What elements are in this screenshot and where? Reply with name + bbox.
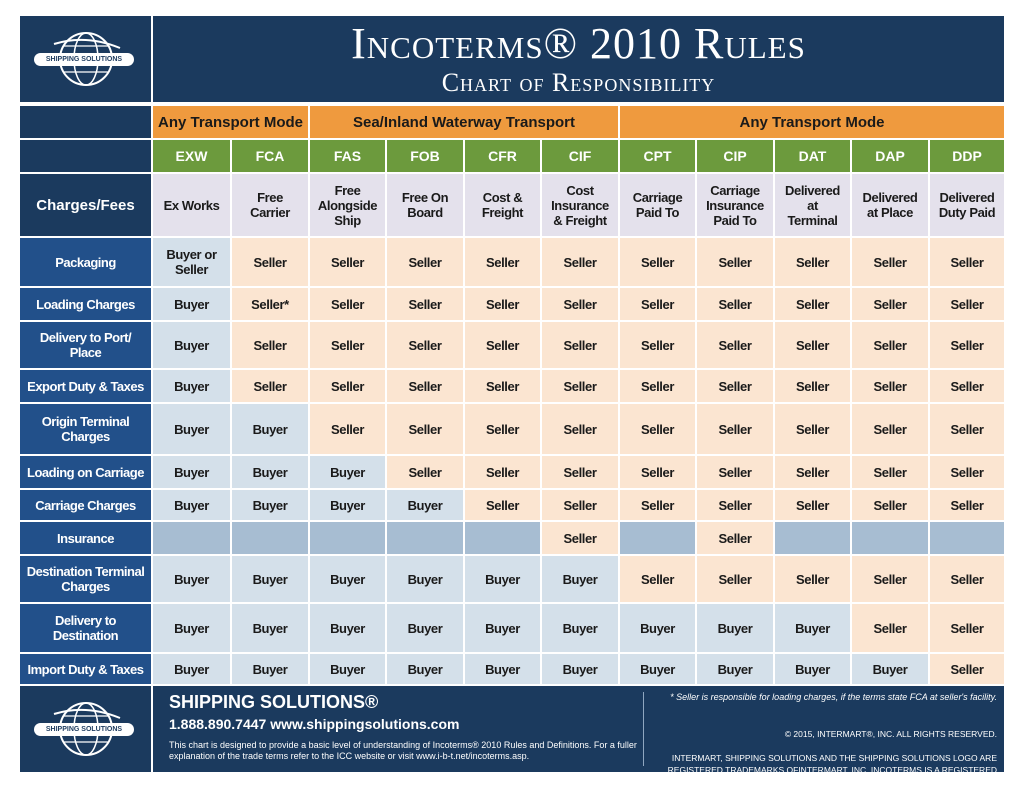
table-row <box>20 556 1004 602</box>
table-cell: Buyer <box>310 490 385 520</box>
table-cell: Buyer <box>852 654 928 684</box>
table-cell: Seller <box>930 556 1004 602</box>
table-cell: Seller <box>620 322 695 368</box>
table-cell: Buyer <box>775 604 850 652</box>
term-name-dap: Delivered at Place <box>852 174 928 236</box>
table-cell <box>310 522 385 554</box>
term-code-exw: EXW <box>153 140 230 172</box>
table-cell: Seller <box>852 370 928 402</box>
table-cell: Seller <box>620 288 695 320</box>
table-cell: Seller <box>465 238 540 286</box>
mode-any-transport-1: Any Transport Mode <box>153 106 308 138</box>
table-cell: Buyer <box>153 456 230 488</box>
table-cell <box>930 522 1004 554</box>
table-cell: Seller <box>930 238 1004 286</box>
table-cell: Seller <box>697 456 773 488</box>
term-code-ddp: DDP <box>930 140 1004 172</box>
table-row <box>20 322 1004 368</box>
table-cell: Buyer <box>697 604 773 652</box>
term-code-cpt: CPT <box>620 140 695 172</box>
mode-sea-inland: Sea/Inland Waterway Transport <box>310 106 618 138</box>
table-cell: Seller <box>775 322 850 368</box>
header-logo <box>20 16 151 102</box>
row-label: Loading on Carriage <box>20 456 151 488</box>
table-row <box>20 654 1004 684</box>
term-name-row <box>20 174 1004 236</box>
term-name-cpt: Carriage Paid To <box>620 174 695 236</box>
table-cell: Buyer <box>620 654 695 684</box>
page-title: Incoterms® 2010 Rules <box>351 19 806 68</box>
table-row <box>20 370 1004 402</box>
table-cell: Buyer <box>387 490 463 520</box>
footer-legal <box>653 716 997 800</box>
row-label: Delivery to Destination <box>20 604 151 652</box>
table-cell: Buyer <box>465 556 540 602</box>
term-code-cip: CIP <box>697 140 773 172</box>
table-cell: Seller <box>465 322 540 368</box>
header-title-block <box>153 16 1004 102</box>
table-cell: Buyer <box>310 456 385 488</box>
table-cell: Seller <box>387 288 463 320</box>
term-name-ddp: Delivered Duty Paid <box>930 174 1004 236</box>
table-cell: Seller <box>930 370 1004 402</box>
table-cell: Seller <box>620 238 695 286</box>
term-code-cfr: CFR <box>465 140 540 172</box>
row-label: Loading Charges <box>20 288 151 320</box>
footer-logo <box>20 686 151 772</box>
table-cell <box>852 522 928 554</box>
term-name-dat: Delivered at Terminal <box>775 174 850 236</box>
table-cell: Seller <box>930 456 1004 488</box>
table-cell: Seller <box>620 456 695 488</box>
table-cell: Buyer <box>232 604 308 652</box>
row-label: Packaging <box>20 238 151 286</box>
term-code-dap: DAP <box>852 140 928 172</box>
table-cell <box>775 522 850 554</box>
table-cell: Seller <box>930 322 1004 368</box>
table-cell: Seller <box>852 604 928 652</box>
table-cell: Seller <box>232 370 308 402</box>
table-cell: Seller <box>852 556 928 602</box>
table-cell: Seller <box>310 288 385 320</box>
table-cell: Seller <box>387 370 463 402</box>
incoterms-chart <box>20 16 1004 787</box>
footer-trademark: INTERMART, SHIPPING SOLUTIONS AND THE SHIPPING SOLUTIONS LOGO ARE REGISTERED TRADEMARKS OFINTERMART, INC. INCOTERMS IS A REGISTERED TRADEMARK OF THE INTERNATIONAL CHAMBER OF COMMERCE. <box>667 753 997 787</box>
term-name-fas: Free Alongside Ship <box>310 174 385 236</box>
table-cell: Seller <box>310 404 385 454</box>
table-cell: Buyer <box>310 604 385 652</box>
table-cell: Buyer <box>465 654 540 684</box>
table-cell: Seller <box>232 322 308 368</box>
table-cell: Seller <box>775 456 850 488</box>
page-subtitle: Chart of Responsibility <box>441 68 716 97</box>
table-cell: Seller <box>930 654 1004 684</box>
charges-fees-header: Charges/Fees <box>20 174 151 236</box>
table-cell: Buyer <box>232 556 308 602</box>
table-cell <box>387 522 463 554</box>
table-cell: Seller <box>620 404 695 454</box>
term-name-fca: Free Carrier <box>232 174 308 236</box>
term-code-fas: FAS <box>310 140 385 172</box>
footer-contact: 1.888.890.7447 www.shippingsolutions.com <box>169 716 460 732</box>
table-cell: Seller <box>387 322 463 368</box>
row-label: Export Duty & Taxes <box>20 370 151 402</box>
table-cell: Seller <box>697 490 773 520</box>
table-cell: Seller <box>852 456 928 488</box>
table-cell: Seller <box>697 238 773 286</box>
table-cell: Buyer <box>542 654 618 684</box>
table-cell: Buyer <box>232 490 308 520</box>
table-cell: Seller <box>620 490 695 520</box>
table-cell: Buyer <box>153 288 230 320</box>
table-cell: Buyer <box>465 604 540 652</box>
row-label: Origin Terminal Charges <box>20 404 151 454</box>
table-cell: Seller <box>697 288 773 320</box>
table-cell: Seller <box>620 370 695 402</box>
table-cell: Seller <box>775 556 850 602</box>
table-cell <box>620 522 695 554</box>
table-cell: Seller <box>465 404 540 454</box>
term-code-cif: CIF <box>542 140 618 172</box>
table-cell: Seller <box>697 556 773 602</box>
table-cell: Buyer <box>153 654 230 684</box>
table-cell: Seller <box>310 370 385 402</box>
row-label: Carriage Charges <box>20 490 151 520</box>
table-cell: Seller <box>620 556 695 602</box>
table-cell: Seller <box>232 238 308 286</box>
footer-company: SHIPPING SOLUTIONS® <box>169 692 379 712</box>
table-cell: Seller <box>542 370 618 402</box>
table-cell: Buyer <box>310 654 385 684</box>
table-cell: Buyer <box>775 654 850 684</box>
row-label: Insurance <box>20 522 151 554</box>
table-cell: Buyer <box>153 490 230 520</box>
logo-text: SHIPPING SOLUTIONS <box>34 53 134 66</box>
table-cell: Seller <box>930 288 1004 320</box>
table-cell: Seller <box>542 490 618 520</box>
table-cell <box>465 522 540 554</box>
footer-copyright: © 2015, INTERMART®, INC. ALL RIGHTS RESERVED. <box>784 729 997 739</box>
table-cell: Seller* <box>232 288 308 320</box>
table-cell: Seller <box>775 404 850 454</box>
table-cell: Seller <box>775 370 850 402</box>
footer-description: This chart is designed to provide a basic level of understanding of Incoterms® 2010 Rules and Definitions. For a fuller explanation of the trade terms refer to the ICC website or visit www.i-b-t.net/incoterms.asp. <box>169 740 637 761</box>
shipping-solutions-logo-footer <box>34 696 138 762</box>
table-cell: Buyer <box>153 370 230 402</box>
table-row <box>20 238 1004 286</box>
table-cell: Seller <box>387 456 463 488</box>
table-cell: Seller <box>542 522 618 554</box>
table-cell: Buyer <box>153 404 230 454</box>
table-cell: Seller <box>930 490 1004 520</box>
table-row <box>20 490 1004 520</box>
term-name-cfr: Cost & Freight <box>465 174 540 236</box>
table-cell: Seller <box>387 404 463 454</box>
table-cell: Seller <box>852 490 928 520</box>
table-row <box>20 522 1004 554</box>
row-label: Delivery to Port/ Place <box>20 322 151 368</box>
term-name-fob: Free On Board <box>387 174 463 236</box>
term-code-row <box>20 140 1004 172</box>
table-cell: Buyer <box>620 604 695 652</box>
table-row <box>20 288 1004 320</box>
table-cell: Buyer <box>153 604 230 652</box>
table-cell: Seller <box>852 288 928 320</box>
table-cell: Seller <box>852 404 928 454</box>
table-cell: Seller <box>542 404 618 454</box>
table-cell: Seller <box>465 370 540 402</box>
table-cell: Seller <box>775 288 850 320</box>
table-cell: Seller <box>542 238 618 286</box>
table-cell: Seller <box>697 322 773 368</box>
table-cell: Seller <box>775 238 850 286</box>
table-cell: Buyer <box>542 556 618 602</box>
table-cell: Buyer <box>387 654 463 684</box>
term-name-exw: Ex Works <box>153 174 230 236</box>
table-cell: Seller <box>852 238 928 286</box>
term-code-fca: FCA <box>232 140 308 172</box>
table-cell: Seller <box>775 490 850 520</box>
table-cell: Buyer <box>232 654 308 684</box>
table-cell: Seller <box>930 404 1004 454</box>
table-cell: Buyer <box>542 604 618 652</box>
table-cell: Buyer <box>153 322 230 368</box>
table-row <box>20 456 1004 488</box>
table-cell: Buyer <box>310 556 385 602</box>
mode-any-transport-2: Any Transport Mode <box>620 106 1004 138</box>
table-cell: Seller <box>852 322 928 368</box>
table-cell: Seller <box>697 522 773 554</box>
table-cell: Seller <box>310 322 385 368</box>
table-row <box>20 604 1004 652</box>
table-cell <box>232 522 308 554</box>
table-cell: Buyer <box>387 556 463 602</box>
shipping-solutions-logo <box>34 26 138 92</box>
logo-text: SHIPPING SOLUTIONS <box>34 723 134 736</box>
corner-cell <box>20 140 151 172</box>
row-label: Import Duty & Taxes <box>20 654 151 684</box>
table-cell: Seller <box>542 288 618 320</box>
table-cell: Seller <box>542 456 618 488</box>
table-cell: Seller <box>465 490 540 520</box>
table-cell: Seller <box>930 604 1004 652</box>
table-cell: Seller <box>310 238 385 286</box>
term-name-cip: Carriage Insurance Paid To <box>697 174 773 236</box>
table-cell: Buyer <box>153 556 230 602</box>
corner-cell <box>20 106 151 138</box>
table-cell: Buyer <box>232 404 308 454</box>
table-cell: Seller <box>465 288 540 320</box>
table-row <box>20 404 1004 454</box>
table-cell: Seller <box>387 238 463 286</box>
table-cell: Buyer or Seller <box>153 238 230 286</box>
footer-note: * Seller is responsible for loading charges, if the terms state FCA at seller's facility. <box>670 692 997 702</box>
term-code-fob: FOB <box>387 140 463 172</box>
term-code-dat: DAT <box>775 140 850 172</box>
table-cell: Seller <box>697 404 773 454</box>
mode-row <box>20 106 1004 138</box>
table-cell: Buyer <box>232 456 308 488</box>
table-cell: Buyer <box>697 654 773 684</box>
table-cell: Seller <box>542 322 618 368</box>
footer <box>153 686 1004 787</box>
table-cell <box>153 522 230 554</box>
table-cell: Seller <box>697 370 773 402</box>
footer-divider <box>643 692 644 766</box>
term-name-cif: Cost Insurance & Freight <box>542 174 618 236</box>
row-label: Destination Terminal Charges <box>20 556 151 602</box>
table-cell: Buyer <box>387 604 463 652</box>
table-cell: Seller <box>465 456 540 488</box>
